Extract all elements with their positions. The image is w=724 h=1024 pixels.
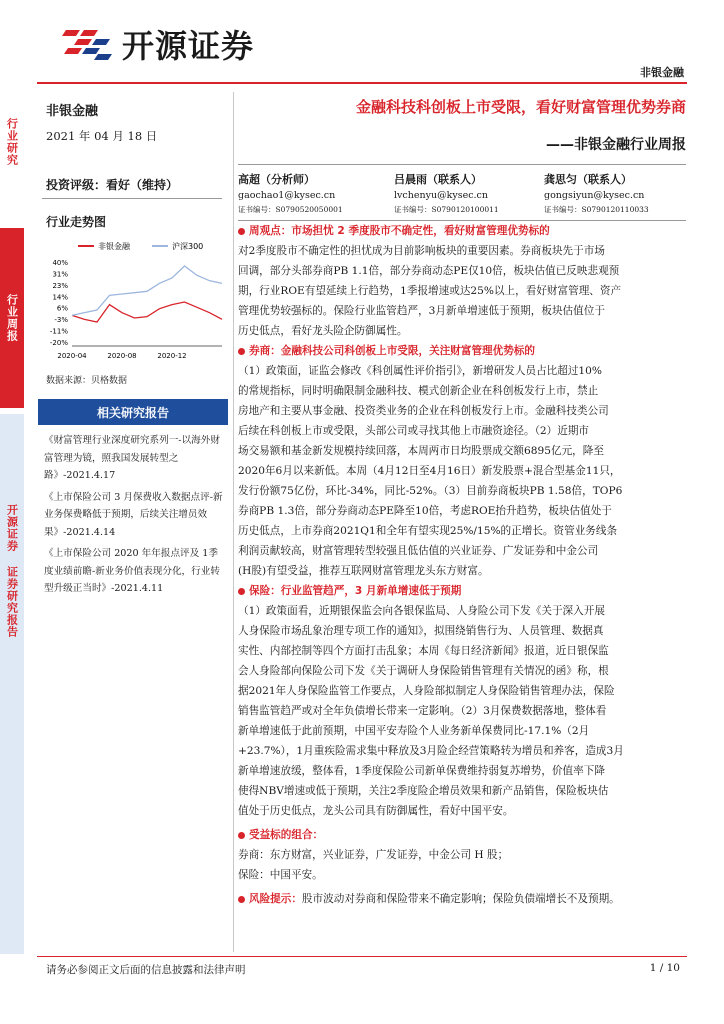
body-line: 利润贡献较高，财富管理转型较强且低估值的兴业证券、广发证券和中金公司 (238, 545, 599, 557)
sidebar-tab-label: 行业周报 (5, 294, 19, 342)
risk-text: 股市波动对券商和保险带来不确定影响；保险负债端增长不及预期。 (301, 893, 620, 905)
bullet-icon (238, 228, 245, 235)
body-line: 新单增速低于此前预期，中国平安寿险个人业务新单保费同比-17.1%（2月 (238, 725, 590, 737)
section-insurance (238, 581, 686, 821)
y-tick-label: 23% (52, 281, 68, 290)
logo-text: 开源证券 (122, 27, 255, 65)
trend-chart (40, 238, 228, 368)
sidebar-tab-label: 证券研究报告 (5, 566, 19, 638)
sidebar-tab-industry-research (0, 62, 24, 222)
related-list (44, 432, 226, 602)
left-divider-1 (42, 198, 222, 199)
analyst-cert: 证书编号：S0790120110033 (544, 205, 649, 214)
related-item[interactable]: 《上市保险公司 3 月保费收入数据点评-新业务保费略低于预期，后续关注增员效果》-2021.4.14 (44, 491, 223, 538)
report-subtitle: ——非银金融行业周报 (546, 137, 686, 153)
footer-disclaimer: 请务必参阅正文后面的信息披露和法律声明 (46, 964, 246, 976)
y-tick-label: 40% (52, 259, 68, 267)
picks-insurance: 保险：中国平安。 (238, 869, 323, 881)
body-line: 回调，部分头部券商PB 1.1倍，部分券商动态PE仅10倍，板块估值已反映悲观预 (238, 265, 620, 277)
body-line: 期，行业ROE有望延续上行趋势，1季报增速或达25%以上，看好财富管理、资产 (238, 285, 622, 297)
column-divider (233, 92, 234, 952)
analyst-col (544, 172, 694, 216)
x-tick-label: 2020-12 (157, 352, 187, 360)
related-item[interactable]: 《上市保险公司 2020 年年报点评及 1季度业绩前瞻-新业务价值表现分化，行业转型升级正当时》-2021.4.11 (44, 548, 220, 594)
body-line: 券商PB 1.3倍，部分券商动态PE降至10倍，考虑ROE抬升趋势，板块估值处于 (238, 505, 612, 517)
body-line: 管理优势较强标的。保险行业监管趋严，3月新单增速低于预期，板块估值位于 (238, 305, 605, 317)
report-title: 金融科技科创板上市受限，看好财富管理优势券商 (355, 98, 686, 116)
analyst-cert: 证书编号：S0790520050001 (238, 205, 343, 214)
section-heading: 保险：行业监管趋严，3 月新单增速低于预期 (238, 581, 686, 601)
header-rule (37, 82, 687, 84)
y-tick-label: -3% (54, 316, 68, 325)
bullet-icon (238, 588, 245, 595)
x-tick-label: 2020-04 (57, 352, 87, 360)
chart-legend (78, 241, 203, 251)
trend-title: 行业走势图 (46, 215, 107, 229)
analyst-col (238, 172, 388, 216)
analyst-name: 高超（分析师） (238, 173, 315, 186)
body-line: 销售监管趋严或对全年负债增长带来一定影响。（2）3月保费数据落地，整体看 (238, 705, 607, 717)
body-line: (H股)有望受益，推荐互联网财富管理龙头东方财富。 (238, 565, 489, 577)
body-line: 房地产和主要从事金融、投资类业务的企业在科创板发行上市。金融科技类公司 (238, 405, 609, 417)
body-line: 使得NBV增速或低于预期，关注2季度险企增员效果和新产品销售，保险板块估 (238, 785, 609, 797)
page-number: 1 / 10 (649, 962, 680, 974)
body-line: 发行份额75亿份，环比-34%，同比-52%。（3）目前券商板块PB 1.58倍，TOP6 (238, 485, 623, 497)
body-line: 历史低点，看好龙头险企防御属性。 (238, 325, 408, 337)
body-line: 2020年6月以来新低。本周（4月12日至4月16日）新发股票+混合型基金11只， (238, 465, 621, 477)
picks-brokers: 券商：东方财富，兴业证券，广发证券，中金公司 H 股； (238, 849, 509, 861)
bullet-icon (238, 896, 245, 903)
body-line: 会人身险部向保险公司下发《关于调研人身保险销售管理有关情况的函》称，根 (238, 665, 609, 677)
series-line-nonbank (72, 302, 222, 322)
sidebar-tab-weekly (0, 228, 24, 408)
analyst-email[interactable]: gaochao1@kysec.cn (238, 190, 336, 201)
risk-line (238, 889, 686, 909)
logo (60, 22, 254, 66)
rating: 投资评级：看好（维持） (46, 178, 179, 192)
risk-label: 风险提示： (249, 893, 302, 905)
left-sector: 非银金融 (46, 104, 99, 119)
related-item[interactable]: 《财富管理行业深度研究系列一-以海外财富管理为镜，照我国发展转型之路》-2021.4.17 (44, 435, 220, 481)
analyst-email[interactable]: lvchenyu@kysec.cn (394, 190, 488, 201)
section-weekly-view (238, 221, 686, 341)
body-line: +23.7%），1月重疾险需求集中释放及3月险企经营策略转为增员和养客，造成3月 (238, 745, 624, 757)
body-line: 对2季度股市不确定性的担忧成为目前影响板块的重要因素。券商板块先于市场 (238, 245, 605, 257)
related-title: 相关研究报告 (96, 405, 169, 420)
body-line: 实性、内部控制等四个方面打击乱象；本周《每日经济新闻》报道，近日银保监 (238, 645, 609, 657)
analyst-col (394, 172, 544, 216)
body-line: 值处于历史低点，龙头公司具有防御属性，看好中国平安。 (238, 805, 514, 817)
y-tick-label: 14% (52, 293, 68, 302)
body-line: （1）政策面看，近期银保监会向各银保监局、人身险公司下发《关于深入开展 (238, 605, 605, 617)
title-divider (238, 164, 686, 165)
y-tick-label: -20% (49, 339, 68, 347)
body-line: 人身保险市场乱象治理专项工作的通知》，拟围绕销售行为、人员管理、数据真 (238, 625, 604, 637)
y-tick-label: 31% (52, 270, 68, 279)
sidebar-tab-label: 行业研究 (5, 118, 19, 166)
sidebar-tab-kaiyuan (0, 414, 24, 954)
section-heading: 周观点：市场担忧 2 季度股市不确定性，看好财富管理优势标的 (238, 221, 686, 241)
body-line: 新单增速放缓，整体看，1季度保险公司新单保费维持弱复苏增势，价值率下降 (238, 765, 605, 777)
section-picks (238, 825, 686, 885)
legend-label-csi300: 沪深300 (172, 242, 204, 251)
x-tick-label: 2020-08 (107, 352, 137, 360)
y-tick-label: 6% (56, 304, 68, 313)
report-date: 2021 年 04 月 18 日 (46, 129, 158, 143)
analyst-name: 吕晨雨（联系人） (394, 173, 482, 186)
legend-label-nonbank: 非银金融 (98, 242, 130, 251)
section-heading: 券商：金融科技公司科创板上市受限，关注财富管理优势标的 (238, 341, 686, 361)
chart-source: 数据来源：贝格数据 (46, 376, 128, 386)
body-line: （1）政策面，证监会修改《科创属性评价指引》，新增研发人员占比超过10% (238, 365, 602, 377)
logo-mark-icon (60, 26, 116, 62)
analyst-name: 龚思匀（联系人） (544, 173, 632, 186)
related-title-bar (38, 399, 228, 425)
section-brokers (238, 341, 686, 581)
bullet-icon (238, 348, 245, 355)
body-line: 场交易额和基金新发规模持续回落，本周两市日均股票成交额6895亿元，降至 (238, 445, 604, 457)
footer-rule (37, 956, 687, 957)
analyst-email[interactable]: gongsiyun@kysec.cn (544, 190, 645, 201)
body-line: 历史低点，上市券商2021Q1和全年有望实现25%/15%的正增长。资管业务线条 (238, 525, 618, 537)
analyst-cert: 证书编号：S0790120100011 (394, 205, 499, 214)
body-line: 的常规指标，同时明确限制金融科技、模式创新企业在科创板发行上市，禁止 (238, 385, 599, 397)
body (238, 221, 686, 909)
header-sector: 非银金融 (640, 66, 684, 79)
sidebar-tab-label: 开源证券 (5, 504, 19, 552)
body-line: 后续在科创板上市或受限，头部公司或寻找其他上市融资途径。（2）近期市 (238, 425, 590, 437)
y-tick-label: -11% (49, 327, 68, 336)
body-line: 据2021年人身保险监管工作要点，人身险部拟制定人身保险销售管理办法，保险 (238, 685, 615, 697)
bullet-icon (238, 832, 245, 839)
section-risk (238, 889, 686, 909)
analysts (238, 172, 686, 222)
section-heading: 受益标的组合： (238, 825, 686, 845)
